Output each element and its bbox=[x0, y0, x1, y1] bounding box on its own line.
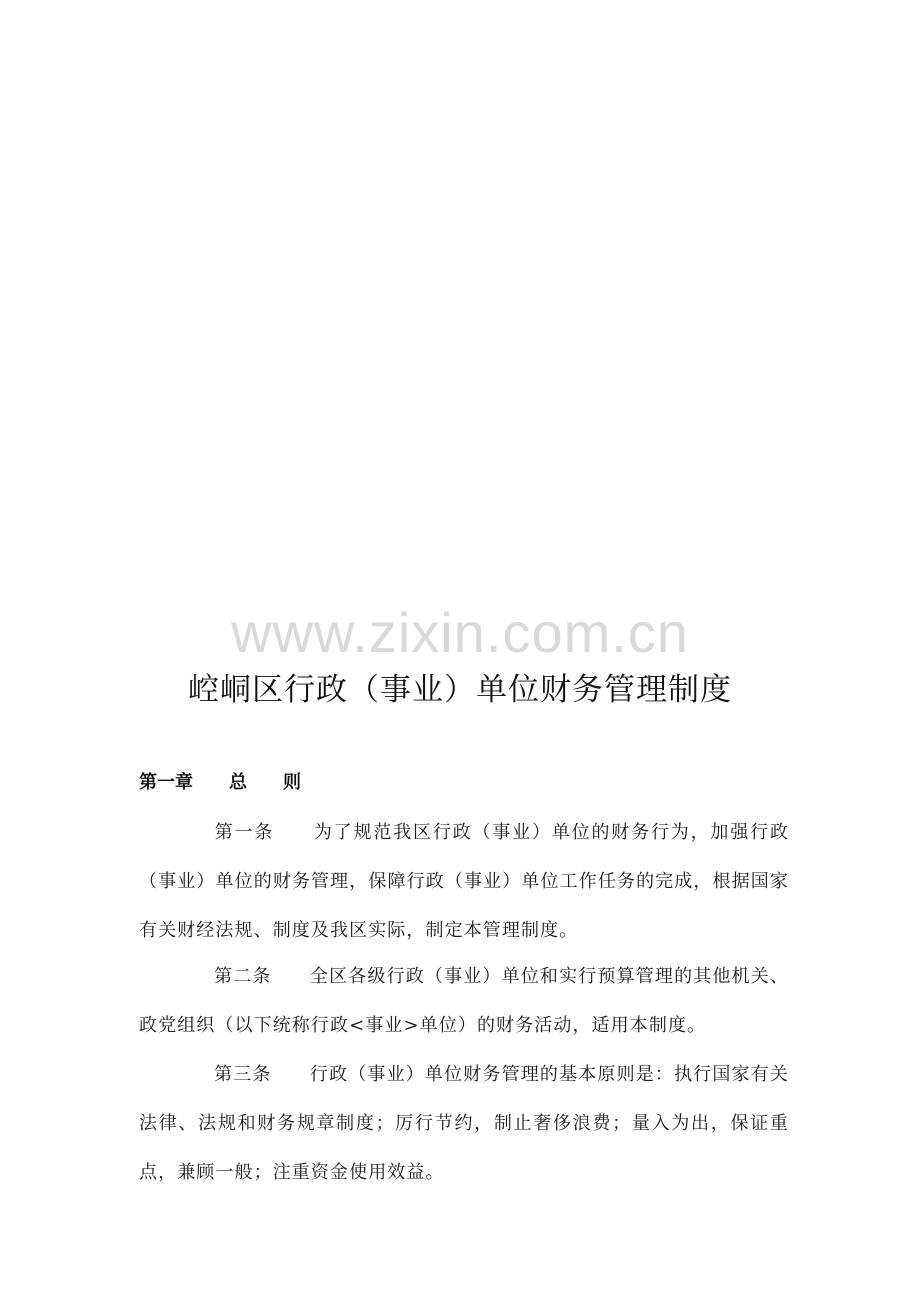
article-text: 全区各级行政（事业）单位和实行预算管理的其他机关、政党组织（以下统称行政<事业>单位）的财务活动，适用本制度。 bbox=[139, 966, 790, 1036]
article-number: 第二条 bbox=[214, 966, 310, 987]
article-text: 为了规范我区行政（事业）单位的财务行为，加强行政（事业）单位的财务管理，保障行政（事业）单位工作任务的完成，根据国家有关财经法规、制度及我区实际，制定本管理制度。 bbox=[139, 822, 790, 941]
chapter-heading: 第一章 总 则 bbox=[139, 772, 301, 793]
document-title: 崆峒区行政（事业）单位财务管理制度 bbox=[188, 672, 732, 708]
article-number: 第三条 bbox=[214, 1064, 310, 1085]
article-3 bbox=[139, 1050, 789, 1197]
article-2 bbox=[139, 952, 789, 1050]
article-1 bbox=[139, 808, 789, 955]
watermark: www.zixin.com.cn bbox=[231, 601, 689, 664]
article-number: 第一条 bbox=[214, 822, 314, 843]
article-text: 行政（事业）单位财务管理的基本原则是：执行国家有关法律、法规和财务规章制度；厉行节约，制止奢侈浪费；量入为出，保证重点，兼顾一般；注重资金使用效益。 bbox=[139, 1064, 790, 1183]
